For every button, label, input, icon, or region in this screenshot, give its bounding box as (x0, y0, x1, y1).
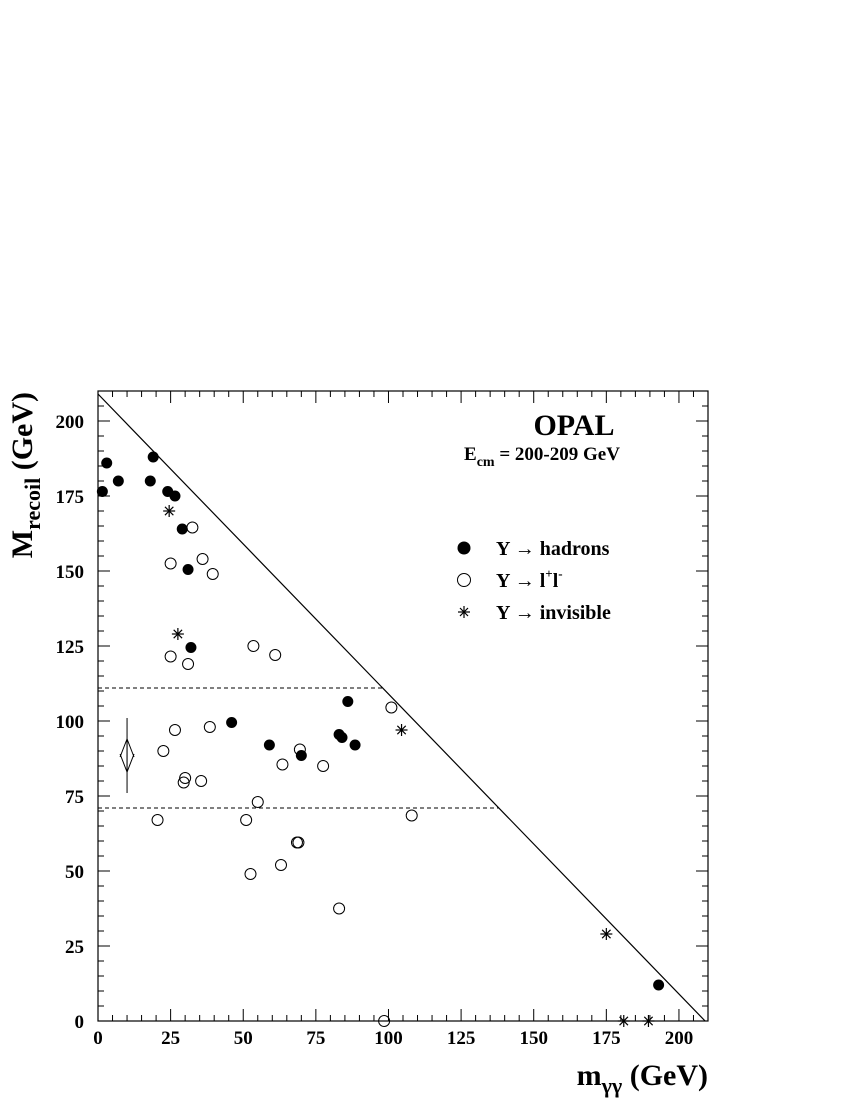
data-point-leptons (152, 815, 163, 826)
y-tick-label: 200 (55, 412, 84, 433)
plot-frame (98, 391, 708, 1021)
data-point-hadrons (148, 452, 159, 463)
subtitle-subscript: cm (476, 455, 495, 470)
data-point-leptons (183, 659, 194, 670)
data-point-hadrons (169, 491, 180, 502)
data-point-leptons (158, 746, 169, 757)
x-tick-label: 200 (664, 1028, 694, 1049)
data-point-hadrons (342, 696, 353, 707)
y-tick-label: 175 (55, 487, 84, 508)
x-tick-label: 25 (161, 1028, 181, 1049)
data-point-leptons (248, 641, 259, 652)
legend-item-hadrons (458, 538, 610, 560)
x-tick-label: 150 (519, 1028, 548, 1049)
x-axis-title-main: m (576, 1059, 602, 1092)
legend-item-leptons (458, 566, 563, 592)
legend-item-invisible (458, 602, 611, 624)
y-axis-title-main: M (6, 529, 39, 559)
data-point-leptons (245, 869, 256, 880)
legend (458, 538, 611, 624)
data-point-leptons (277, 759, 288, 770)
x-tick-label: 75 (306, 1028, 326, 1049)
y-tick-label: 75 (65, 787, 84, 808)
y-axis-title (6, 392, 45, 558)
y-tick-label: 25 (65, 937, 84, 958)
chart-marks (97, 394, 705, 1027)
x-axis-title-subscript: γγ (601, 1073, 623, 1098)
data-point-leptons (270, 650, 281, 661)
y-tick-label: 125 (55, 637, 84, 658)
legend-marker-filled-circle (458, 542, 471, 555)
y-axis-title-rest: (GeV) (6, 392, 39, 478)
x-tick-label: 50 (233, 1028, 253, 1049)
subtitle-rest: = 200-209 GeV (494, 444, 620, 465)
x-axis-title-rest: (GeV) (622, 1059, 708, 1092)
data-point-invisible (172, 628, 184, 640)
data-point-hadrons (264, 740, 275, 751)
data-point-invisible (396, 724, 408, 736)
legend-label-invisible: Y → invisible (496, 602, 611, 624)
kinematic-limit-line (98, 394, 705, 1021)
y-tick-label: 150 (55, 562, 84, 583)
data-point-leptons (318, 761, 329, 772)
data-point-hadrons (226, 717, 237, 728)
data-point-leptons (241, 815, 252, 826)
x-axis-title (577, 1059, 708, 1098)
data-point-hadrons (101, 458, 112, 469)
x-tick-label: 125 (446, 1028, 476, 1049)
chart-title: OPAL (533, 409, 615, 442)
subtitle-main: E (464, 444, 477, 465)
data-point-leptons (187, 522, 198, 533)
data-point-hadrons (177, 524, 188, 535)
y-tick-label: 0 (74, 1012, 84, 1033)
data-point-leptons (252, 797, 263, 808)
chart-subtitle (464, 444, 620, 470)
data-point-hadrons (145, 476, 156, 487)
x-tick-label: 100 (374, 1028, 403, 1049)
y-axis-title-subscript: recoil (20, 477, 45, 530)
data-point-hadrons (350, 740, 361, 751)
legend-label-leptons: Y → l+l- (496, 566, 563, 592)
legend-label-hadrons: Y → hadrons (496, 538, 610, 560)
data-point-leptons (207, 569, 218, 580)
x-tick-label: 0 (93, 1028, 103, 1049)
data-point-leptons (169, 725, 180, 736)
y-tick-label: 100 (55, 712, 84, 733)
data-point-leptons (196, 776, 207, 787)
plot-frame-border (98, 391, 708, 1021)
data-point-leptons (197, 554, 208, 565)
data-point-leptons (406, 810, 417, 821)
data-point-leptons (165, 558, 176, 569)
data-point-leptons (386, 702, 397, 713)
data-point-hadrons (183, 564, 194, 575)
data-point-hadrons (185, 642, 196, 653)
data-point-invisible (600, 928, 612, 940)
data-point-leptons (204, 722, 215, 733)
data-point-hadrons (337, 732, 348, 743)
y-tick-label: 50 (65, 862, 84, 883)
axis-ticks (98, 391, 708, 1021)
data-point-hadrons (113, 476, 124, 487)
axis-tick-labels (56, 412, 694, 1049)
data-point-leptons (334, 903, 345, 914)
data-point-invisible (163, 505, 175, 517)
legend-marker-star (458, 606, 470, 618)
data-point-leptons (276, 860, 287, 871)
data-point-hadrons (653, 980, 664, 991)
x-tick-label: 175 (592, 1028, 621, 1049)
legend-marker-open-circle (458, 574, 471, 587)
data-point-leptons (165, 651, 176, 662)
